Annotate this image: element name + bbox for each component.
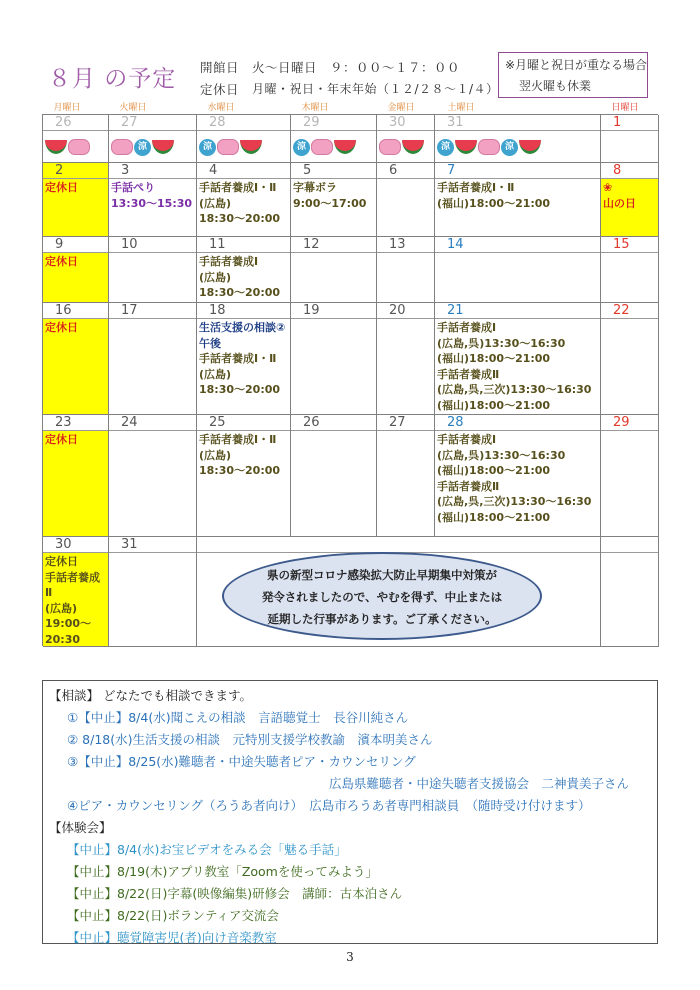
cell-aug-27 [377,415,435,537]
watermelon-icon [240,140,262,154]
cell-aug-9 [43,237,109,303]
day-number: 26 [291,415,376,431]
goldfish-bag-icon [379,139,401,155]
weekday-wed: 水曜日 [207,103,235,113]
day-number: 24 [109,415,196,431]
cell-aug-5 [291,163,377,237]
day-number: 14 [435,237,600,253]
day-number: 10 [109,237,196,253]
page-title: ８月 の予定 [48,66,177,92]
day-number: 25 [197,415,290,431]
info-box [42,680,658,944]
cell-jul-26 [43,115,109,163]
cell-aug-7 [435,163,601,237]
day-number: 2 [43,163,108,179]
event-text: 手話者養成Ⅰ・Ⅱ (広島) 18:30～20:00 [199,181,281,225]
event-text: 定休日 [45,255,78,268]
event-text: 定休日 手話者養成 Ⅱ (広島) 19:00～ 20:30 [45,555,100,646]
goldfish-bag-icon [68,139,90,155]
cell-aug-12 [291,237,377,303]
cell-aug-23 [43,415,109,537]
day-number: 6 [377,163,434,179]
day-number-empty [601,537,658,553]
event-text: 手話ぺり 13:30～15:30 [111,181,193,210]
covid-notice-line-2: 発令されましたので、やむを得ず、中止または [261,590,503,604]
goldfish-bag-icon [217,139,239,155]
cell-aug-22 [601,303,659,415]
cell-jul-28 [197,115,291,163]
cell-jul-27 [109,115,197,163]
day-number: 29 [601,415,658,431]
day-number: 21 [435,303,600,319]
day-number: 1 [601,115,658,131]
day-number: 26 [43,115,108,131]
day-number: 9 [43,237,108,253]
cell-empty [601,537,659,647]
cell-jul-31 [435,115,601,163]
day-number: 23 [43,415,108,431]
event-text: 字幕ボラ 9:00～17:00 [293,181,367,210]
event-text: 手話者養成Ⅰ・Ⅱ (福山)18:00～21:00 [437,181,551,210]
day-number: 4 [197,163,290,179]
watermelon-icon [152,140,174,154]
covid-notice-line-1: 県の新型コロナ感染拡大防止早期集中対策が [267,568,497,582]
cell-aug-8 [601,163,659,237]
experience-item: 【中止】聴覚障害児(者)向け音楽教室 [67,930,277,945]
experience-heading: 【体験会】 [49,820,112,835]
experience-item: 【中止】8/22(日)字幕(映像編集)研修会 講師：古本泊さん [67,886,403,901]
day-number: 30 [43,537,108,553]
covid-notice-oval [222,552,542,640]
event-text: 手話者養成Ⅰ (広島) 18:30～20:00 [199,255,281,299]
day-number: 28 [197,115,290,131]
cell-aug-29 [601,415,659,537]
weekday-thu: 木曜日 [301,103,329,113]
cell-aug-19 [291,303,377,415]
day-number-empty [197,537,600,553]
weekday-sat: 土曜日 [447,103,475,113]
experience-item: 【中止】8/4(水)お宝ビデオをみる会「魅る手話」 [67,842,347,857]
day-number: 16 [43,303,108,319]
day-number: 31 [435,115,600,131]
summer-decoration [293,133,374,161]
cell-aug-21 [435,303,601,415]
cell-aug-31 [109,537,197,647]
day-number: 27 [109,115,196,131]
cell-aug-13 [377,237,435,303]
cell-aug-20 [377,303,435,415]
cell-aug-26 [291,415,377,537]
event-text: 手話者養成Ⅰ (広島,呉)13:30～16:30 (福山)18:00～21:00 手話者養成Ⅱ (広島,呉,三次)13:30～16:30 (福山)18:00～21:00 [437,321,592,412]
notice-line-2: 翌火曜も休業 [519,79,592,93]
weekday-mon: 月曜日 [53,103,81,113]
cell-aug-24 [109,415,197,537]
closed-value: 月曜・祝日・年末年始（１２/２８～１/４） [252,82,499,96]
cell-aug-15 [601,237,659,303]
day-number: 28 [435,415,600,431]
cell-jul-30 [377,115,435,163]
consult-item: ② 8/18(水)生活支援の相談 元特別支援学校教諭 濱本明美さん [67,732,433,747]
summer-decoration [45,133,106,161]
day-number: 22 [601,303,658,319]
flower-icon: ❀ [603,181,613,194]
event-text: 手話者養成Ⅰ (広島,呉)13:30～16:30 (福山)18:00～21:00 手話者養成Ⅱ (広島,呉,三次)13:30～16:30 (福山)18:00～21:00 [437,433,592,524]
fan-icon: 涼 [199,139,216,156]
fan-icon: 涼 [134,139,151,156]
summer-decoration [111,133,194,161]
cell-aug-30 [43,537,109,647]
experience-item: 【中止】8/19(木)アプリ教室「Zoomを使ってみよう」 [67,864,378,879]
closed-label: 定休日 [200,82,240,97]
goldfish-bag-icon [311,139,333,155]
watermelon-icon [455,140,477,154]
cell-aug-17 [109,303,197,415]
cell-aug-10 [109,237,197,303]
experience-item: 【中止】8/22(日)ボランティア交流会 [67,908,279,923]
day-number: 5 [291,163,376,179]
event-text: 定休日 [45,433,78,446]
consult-item: ①【中止】8/4(水)聞こえの相談 言語聴覚士 長谷川純さん [67,710,409,725]
cell-aug-28 [435,415,601,537]
day-number: 31 [109,537,196,553]
weekday-tue: 火曜日 [119,103,147,113]
summer-decoration [379,133,432,161]
day-number: 20 [377,303,434,319]
summer-decoration [199,133,288,161]
goldfish-bag-icon [111,139,133,155]
day-number: 29 [291,115,376,131]
event-text: 定休日 [45,181,78,194]
notice-line-1: ※月曜と祝日が重なる場合 [505,58,648,72]
cell-aug-1 [601,115,659,163]
fan-icon: 涼 [501,139,518,156]
fan-icon: 涼 [293,139,310,156]
day-number: 3 [109,163,196,179]
day-number: 30 [377,115,434,131]
cell-aug-11 [197,237,291,303]
event-text-consult: 生活支援の相談② 午後 [199,321,286,350]
cell-aug-18 [197,303,291,415]
hours-value: 火～日曜日 ９：００～１７：００ [252,60,461,75]
monday-holiday-notice [498,52,648,98]
weekday-fri: 金曜日 [387,103,415,113]
cell-aug-16 [43,303,109,415]
cell-jul-29 [291,115,377,163]
day-number: 15 [601,237,658,253]
consult-item: ④ピア・カウンセリング（ろうあ者向け） 広島市ろうあ者専門相談員 （随時受け付けます） [67,798,591,813]
holiday-name: 山の日 [603,197,636,210]
cell-aug-2 [43,163,109,237]
watermelon-icon [334,140,356,154]
day-number: 8 [601,163,658,179]
hours-label: 開館日 [200,60,240,75]
day-number: 19 [291,303,376,319]
weekday-sun: 日曜日 [611,103,639,113]
watermelon-icon [402,140,424,154]
event-text: 手話者養成Ⅰ・Ⅱ (広島) 18:30～20:00 [199,433,281,477]
day-number: 11 [197,237,290,253]
cell-aug-25 [197,415,291,537]
cell-aug-14 [435,237,601,303]
event-text: 手話者養成Ⅰ・Ⅱ (広島) 18:30～20:00 [199,352,281,396]
watermelon-icon [519,140,541,154]
goldfish-bag-icon [478,139,500,155]
event-text: 定休日 [45,321,78,334]
consult-item: ③【中止】8/25(水)難聴者・中途失聴者ピア・カウンセリング [67,754,416,769]
cell-aug-3 [109,163,197,237]
day-number: 17 [109,303,196,319]
watermelon-icon [45,140,67,154]
day-number: 7 [435,163,600,179]
cell-aug-4 [197,163,291,237]
day-number: 12 [291,237,376,253]
consult-heading: 【相談】 どなたでも相談できます。 [49,688,252,703]
summer-decoration [437,133,598,161]
consult-item-org: 広島県難聴者・中途失聴者支援協会 二神貴美子さん [329,776,630,791]
covid-notice-line-3: 延期した行事があります。ご了承ください。 [267,612,497,626]
day-number: 27 [377,415,434,431]
page-number: 3 [346,950,354,964]
day-number: 13 [377,237,434,253]
day-number: 18 [197,303,290,319]
fan-icon: 涼 [437,139,454,156]
cell-aug-6 [377,163,435,237]
